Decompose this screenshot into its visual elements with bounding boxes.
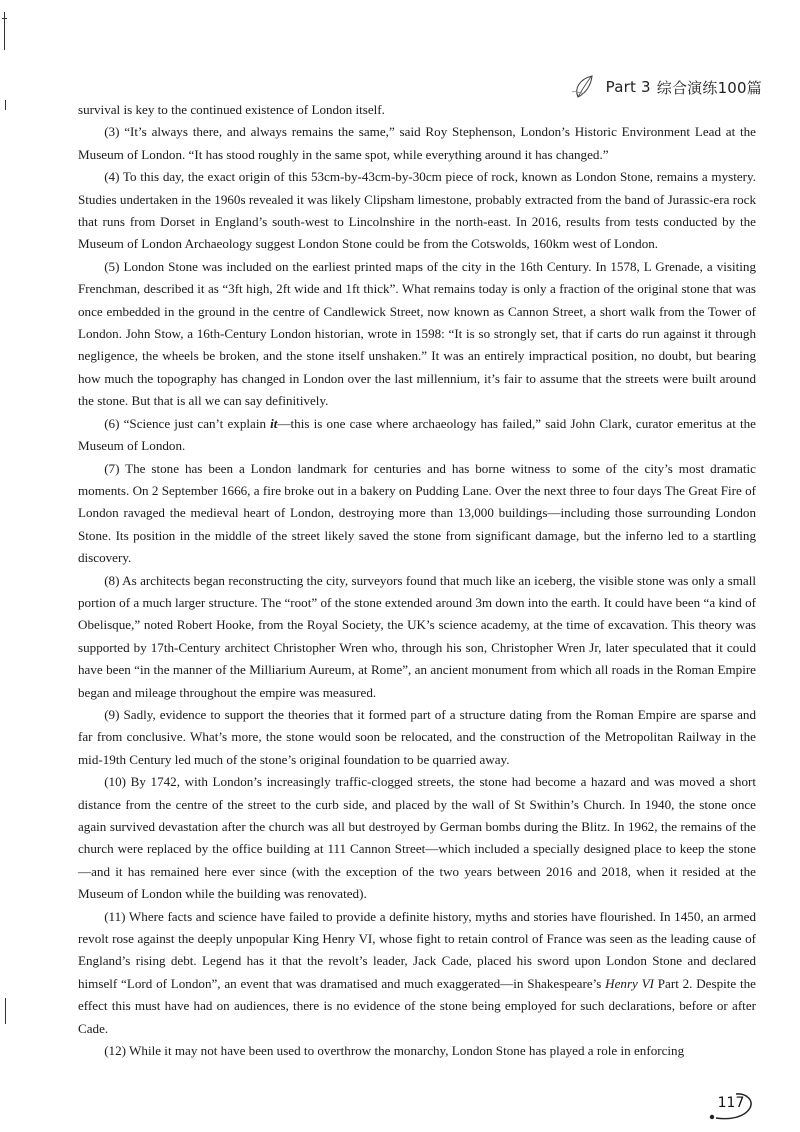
paragraph-text: Part 2. Despite the effect this must have had on audiences, there is no evidence of the stone being employed for such declarations, before or after Cade. — [78, 975, 756, 1036]
paragraph: (10) By 1742, with London’s increasingly traffic-clogged streets, the stone had become a hazard and was moved a short distance from the centre of the street to the curb side, and placed by the wall of St Swithin’s Church. In 1940, the stone once again survived devastation after the church was all but destroyed by German bombs during the Blitz. In 1962, the remains of the church were replaced by the office building at 111 Cannon Street—which included a specially designed place to keep the stone—and it has remained here ever since (with the exception of the two years between 2016 and 2018, when it resided at the Museum of London while the building was renovated). — [78, 774, 756, 902]
italic-text: it — [270, 415, 278, 431]
header-part-label: Part 3 — [605, 78, 651, 96]
paragraph: (3) “It’s always there, and always remains the same,” said Roy Stephenson, London’s Historic Environment Lead at the Museum of London. “It has stood roughly in the same spot, while everything around it has changed.” — [78, 124, 756, 162]
paragraph: (7) The stone has been a London landmark for centuries and has borne witness to some of the city’s most dramatic moments. On 2 September 1666, a fire broke out in a bakery on Pudding Lane. Over the next three to four days The Great Fire of London ravaged the medieval heart of London, destroying more than 13,000 buildings—including those surrounding London Stone. Its position in the middle of the street likely saved the stone from significant damage, but the inferno led to a startling discovery. — [78, 460, 756, 566]
paragraph: (12) While it may not have been used to overthrow the monarchy, London Stone has played a role in enforcing — [104, 1043, 685, 1059]
italic-text: Henry VI — [605, 975, 654, 991]
article-body — [78, 99, 756, 1062]
page-number-badge — [706, 1090, 756, 1122]
paragraph — [78, 413, 756, 458]
margin-mark-mid — [5, 100, 6, 110]
page-number: 117 — [717, 1095, 745, 1111]
paragraph: (5) London Stone was included on the earliest printed maps of the city in the 16th Century. In 1578, L Grenade, a visiting Frenchman, described it as “3ft high, 2ft wide and 1ft thick”. What remains today is only a fraction of the original stone that was once embedded in the ground in the centre of Candlewick Street, now known as Cannon Street, a short walk from the Tower of London. John Stow, a 16th-Century London historian, wrote in 1598: “It is so strongly set, that if carts do run against it through negligence, the wheels be broken, and the stone itself unshaken.” It was an entirely impractical position, no doubt, but bearing how much the topography has changed in London over the last millennium, it’s fair to assume that the streets were built around the stone. But that is all we can say definitively. — [78, 258, 756, 409]
page-header — [570, 72, 762, 102]
header-section-title: 综合演练100篇 — [656, 78, 762, 97]
paragraph-text: —this is one case where archaeology has failed,” said John Clark, curator emeritus at the Museum of London. — [78, 415, 756, 454]
paragraph: survival is key to the continued existence of London itself. — [78, 102, 385, 117]
paragraph-text: (6) “Science just can’t explain — [104, 415, 271, 431]
paragraph-text: (11) Where facts and science have failed to provide a definite history, myths and stories have flourished. In 1450, an armed revolt rose against the deeply unpopular King Henry VI, whose fight to retain control of France was seen as the leading cause of England’s rising debt. Legend has it that the revolt’s leader, Jack Cade, placed his sword upon London Stone and declared himself “Lord of London”, an event that was dramatised and much exaggerated—in Shakespeare’s — [78, 908, 756, 991]
paragraph — [78, 906, 756, 1040]
paragraph: (9) Sadly, evidence to support the theories that it formed part of a structure dating from the Roman Empire are sparse and far from conclusive. What’s more, the stone would soon be relocated, and the construction of the Metropolitan Railway in the mid-19th Century led much of the stone’s original foundation to be quarried away. — [78, 706, 756, 767]
paragraph: (4) To this day, the exact origin of this 53cm-by-43cm-by-30cm piece of rock, known as London Stone, remains a mystery. Studies undertaken in the 1960s revealed it was likely Clipsham limestone, probably extracted from the band of Jurassic-era rock that runs from Dorset in England’s south-west to Lincolnshire in the north-east. In 2016, results from tests conducted by the Museum of London Archaeology suggest London Stone could be from the Cotswolds, 160km west of London. — [78, 169, 756, 252]
paragraph: (8) As architects began reconstructing the city, surveyors found that much like an iceberg, the visible stone was only a small portion of a much larger structure. The “root” of the stone extended around 3m down into the earth. It could have been “a kind of Obelisque,” noted Robert Hooke, from the Royal Society, the UK’s science academy, at the time of excavation. This theory was supported by 17th-Century architect Christopher Wren who, through his son, Christopher Wren Jr, later speculated that it could have been “in the manner of the Milliarium Aureum, at Rome”, an ancient monument from which all roads in the Roman Empire began and mileage throughout the empire was measured. — [78, 572, 756, 700]
margin-mark-bottom — [5, 998, 6, 1024]
leaf-logo-icon — [570, 72, 600, 102]
margin-mark-top-tick — [2, 18, 7, 19]
